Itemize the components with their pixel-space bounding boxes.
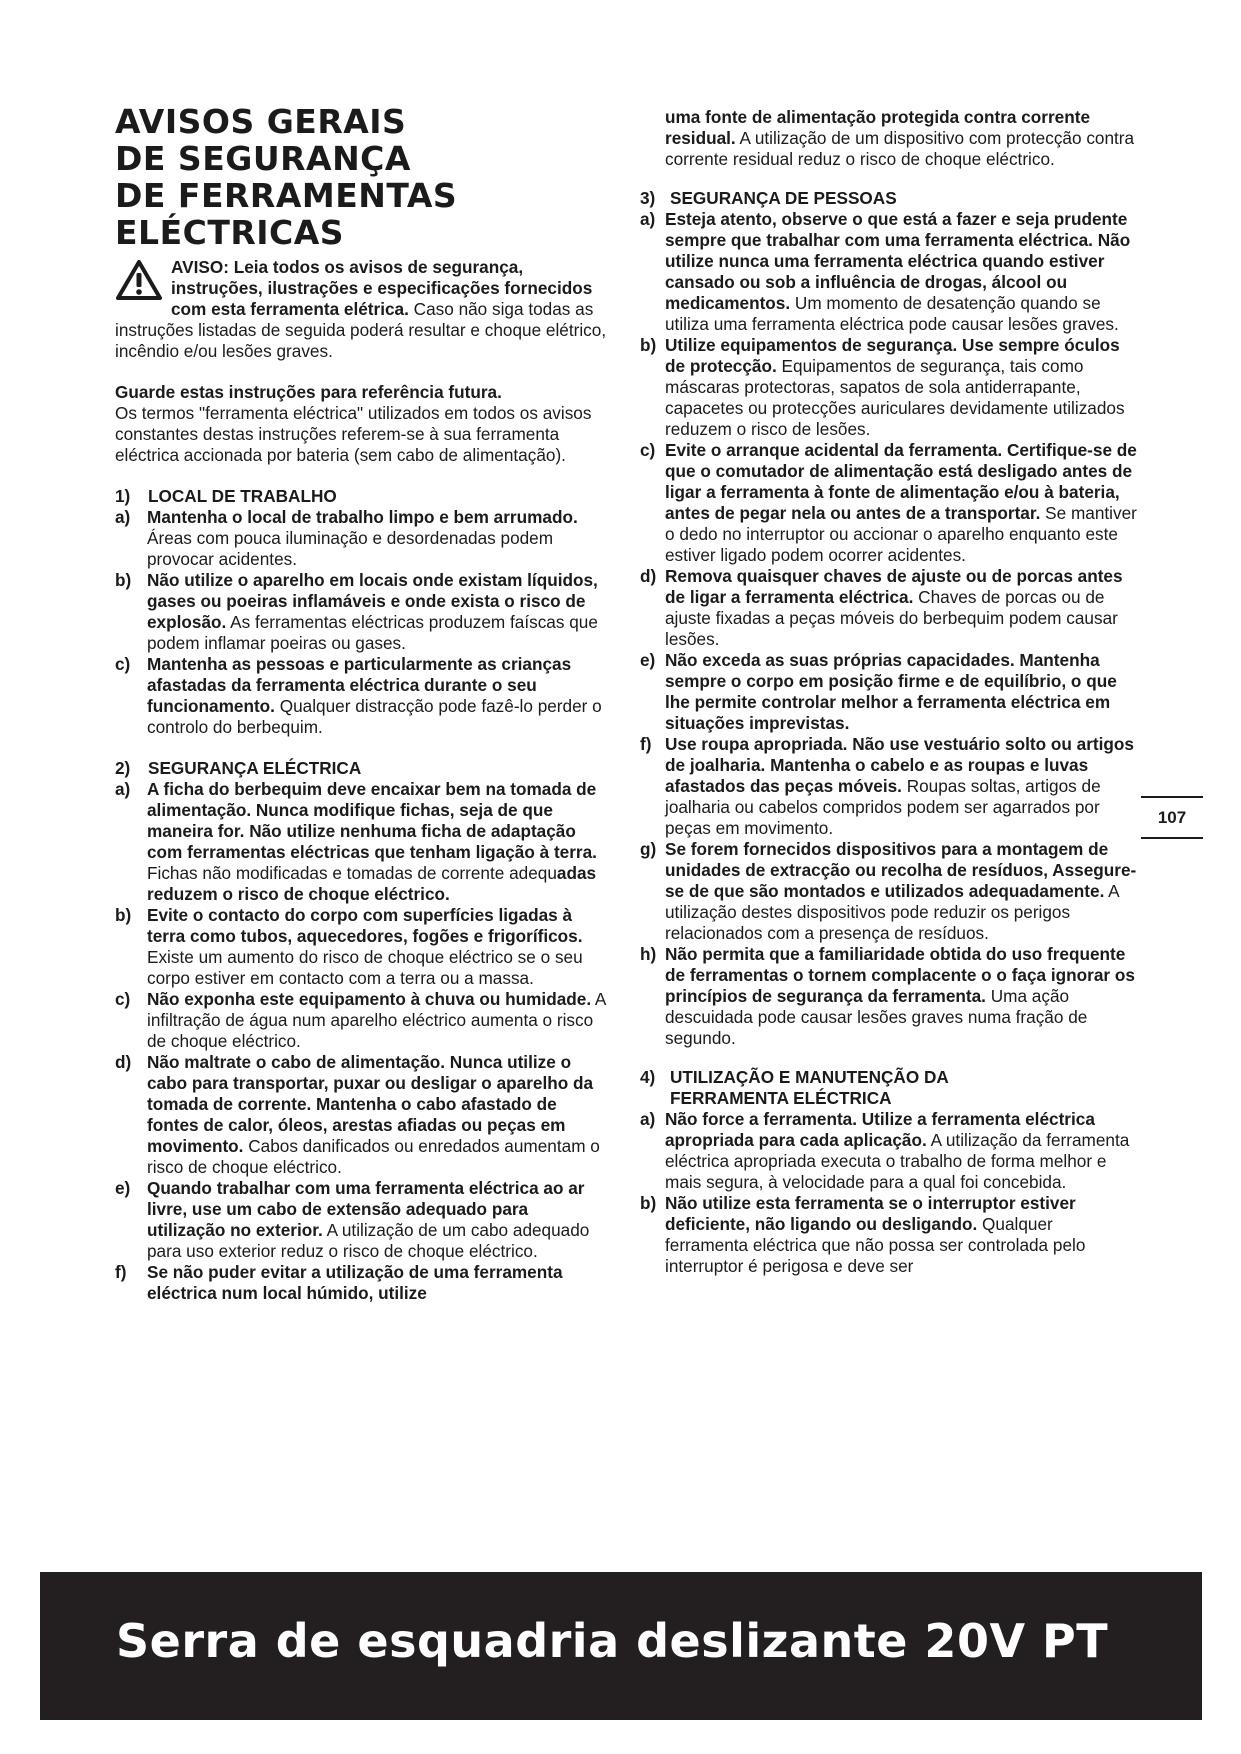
list-item bbox=[115, 1262, 610, 1304]
item-bold: Não utilize esta ferramenta se o interruptor estiver deficiente, não ligando ou desligando. bbox=[665, 1193, 1076, 1234]
item-text: A utilização destes dispositivos pode reduzir os perigos relacionados com a presença de resíduos. bbox=[665, 881, 1119, 943]
section-heading bbox=[640, 1067, 1140, 1109]
section-title: SEGURANÇA ELÉCTRICA bbox=[148, 758, 362, 778]
item-bold: Não exceda as suas próprias capacidades. Mantenha sempre o corpo em posição firme e de equilíbrio, o que lhe permite controlar melhor a ferramenta eléctrica em situações imprevistas. bbox=[665, 650, 1117, 733]
item-bold: Não maltrate o cabo de alimentação. Nunca utilize o cabo para transportar, puxar ou desligar o aparelho da tomada de corrente. Mantenha o cabo afastado de fontes de calor, óleos, arestas afiadas ou peças em movimento. bbox=[147, 1052, 594, 1156]
page-title bbox=[115, 103, 610, 251]
item-bold-tail: adas reduzem o risco de choque eléctrico. bbox=[147, 863, 597, 904]
list-item bbox=[640, 209, 1140, 335]
item-text: Uma ação descuidada pode causar lesões graves numa fração de segundo. bbox=[665, 986, 1088, 1048]
item-label: e) bbox=[115, 1178, 131, 1198]
list-item bbox=[115, 570, 610, 654]
item-label: h) bbox=[640, 944, 657, 964]
left-column bbox=[115, 103, 610, 1304]
footer-title: Serra de esquadria deslizante 20V PT bbox=[116, 1614, 1109, 1668]
item-label: c) bbox=[115, 654, 131, 674]
list-item bbox=[115, 905, 610, 989]
title-line: AVISOS GERAIS bbox=[115, 102, 407, 141]
item-text: As ferramentas eléctricas produzem faíscas que podem inflamar poeiras ou gases. bbox=[147, 612, 598, 653]
section-title: LOCAL DE TRABALHO bbox=[148, 486, 337, 506]
list-item bbox=[640, 440, 1140, 566]
item-text: Fichas não modificadas e tomadas de corrente adequ bbox=[147, 863, 557, 883]
item-label: a) bbox=[640, 1109, 656, 1129]
item-text: Equipamentos de segurança, tais como máscaras protectoras, sapatos de sola antiderrapante, capacetes ou protecções auriculares devidamente utilizados reduzem o risco de lesões. bbox=[665, 356, 1125, 439]
list-item bbox=[640, 839, 1140, 944]
page-number-marker bbox=[1141, 796, 1203, 839]
title-line: DE SEGURANÇA bbox=[115, 139, 411, 178]
section-heading bbox=[640, 188, 1140, 209]
item-bold: Mantenha as pessoas e particularmente as crianças afastadas da ferramenta eléctrica durante o seu funcionamento. bbox=[147, 654, 572, 716]
warning-text bbox=[115, 257, 610, 362]
item-label: c) bbox=[115, 989, 131, 1009]
right-column bbox=[640, 107, 1140, 1277]
item-text: Qualquer ferramenta eléctrica que não possa ser controlada pelo interruptor é perigosa e deve ser bbox=[665, 1214, 1086, 1276]
item-text: Se mantiver o dedo no interruptor ou accionar o aparelho enquanto este estiver ligado podem ocorrer acidentes. bbox=[665, 503, 1137, 565]
item-label: f) bbox=[640, 734, 652, 754]
item-text: Áreas com pouca iluminação e desordenadas podem provocar acidentes. bbox=[147, 528, 554, 569]
list-item bbox=[640, 335, 1140, 440]
list-item bbox=[640, 1109, 1140, 1193]
item-text: A infiltração de água num aparelho eléctrico aumenta o risco de choque eléctrico. bbox=[147, 989, 606, 1051]
title-line: ELÉCTRICAS bbox=[115, 213, 345, 252]
section-number: 2) bbox=[115, 758, 131, 778]
continuation-bold: uma fonte de alimentação protegida contra corrente residual. bbox=[665, 107, 1091, 148]
item-label: f) bbox=[115, 1262, 127, 1282]
list-item bbox=[640, 1193, 1140, 1277]
item-label: d) bbox=[115, 1052, 132, 1072]
section-heading bbox=[115, 486, 610, 507]
list-item bbox=[115, 1178, 610, 1262]
divider bbox=[1141, 837, 1203, 839]
item-bold: Evite o arranque acidental da ferramenta. Certifique-se de que o comutador de alimentação está desligado antes de ligar a ferramenta à fonte de alimentação e/ou à bateria, antes de pegar nela ou antes de a transportar. bbox=[665, 440, 1137, 523]
item-text: A utilização da ferramenta eléctrica apropriada executa o trabalho de forma melhor e mais segura, à velocidade para a qual foi concebida. bbox=[665, 1130, 1130, 1192]
item-text: Chaves de porcas ou de ajuste fixadas a peças móveis do berbequim podem causar lesões. bbox=[665, 587, 1118, 649]
item-bold: Use roupa apropriada. Não use vestuário solto ou artigos de joalharia. Mantenha o cabelo e as roupas e luvas afastados das peças móveis. bbox=[665, 734, 1134, 796]
item-bold: Se forem fornecidos dispositivos para a montagem de unidades de extracção ou recolha de resíduos, Assegure-se de que são montados e utilizados adequadamente. bbox=[665, 839, 1137, 901]
item-text: Existe um aumento do risco de choque eléctrico se o seu corpo estiver em contacto com a terra ou a massa. bbox=[147, 947, 583, 988]
item-label: b) bbox=[115, 905, 132, 925]
item-bold: Não permita que a familiaridade obtida do uso frequente de ferramentas o tornem complacente o o faça ignorar os princípios de segurança da ferramenta. bbox=[665, 944, 1135, 1006]
item-bold: Não exponha este equipamento à chuva ou humidade. bbox=[147, 989, 592, 1009]
list-item bbox=[640, 566, 1140, 650]
item-bold: Quando trabalhar com uma ferramenta eléctrica ao ar livre, use um cabo de extensão adequado para utilização no exterior. bbox=[147, 1178, 585, 1240]
item-label: b) bbox=[640, 1193, 657, 1213]
title-line: DE FERRAMENTAS bbox=[115, 176, 458, 215]
section-number: 3) bbox=[640, 188, 656, 208]
list-item bbox=[640, 734, 1140, 839]
warning-normal: Caso não siga todas as instruções listadas de seguida poderá resultar e choque elétrico, incêndio e/ou lesões graves. bbox=[115, 299, 607, 361]
item-bold: A ficha do berbequim deve encaixar bem na tomada de alimentação. Nunca modifique fichas, seja de que maneira for. Não utilize nenhuma ficha de adaptação com ferramentas eléctricas que tenham ligação à terra. bbox=[147, 779, 597, 862]
continuation-text bbox=[640, 107, 1140, 170]
page-number: 107 bbox=[1157, 808, 1187, 827]
item-label: e) bbox=[640, 650, 656, 670]
item-label: a) bbox=[640, 209, 656, 229]
item-bold: Não force a ferramenta. Utilize a ferramenta eléctrica apropriada para cada aplicação. bbox=[665, 1109, 1095, 1150]
keep-instructions-heading: Guarde estas instruções para referência futura. bbox=[115, 382, 502, 402]
item-label: b) bbox=[640, 335, 657, 355]
item-label: d) bbox=[640, 566, 657, 586]
section-title: UTILIZAÇÃO E MANUTENÇÃO DA FERRAMENTA ELÉCTRICA bbox=[670, 1067, 949, 1108]
list-item bbox=[115, 779, 610, 905]
list-item bbox=[115, 1052, 610, 1178]
list-item bbox=[640, 944, 1140, 1049]
list-item bbox=[115, 989, 610, 1052]
section-heading bbox=[115, 758, 610, 779]
keep-instructions-text: Os termos "ferramenta eléctrica" utilizados em todos os avisos constantes destas instruções referem-se à sua ferramenta eléctrica accionada por bateria (sem cabo de alimentação). bbox=[115, 403, 592, 465]
item-text: Roupas soltas, artigos de joalharia ou cabelos compridos podem ser agarrados por peças em movimento. bbox=[665, 776, 1101, 838]
section-title: SEGURANÇA DE PESSOAS bbox=[670, 188, 897, 208]
list-item bbox=[115, 654, 610, 738]
item-bold: Evite o contacto do corpo com superfícies ligadas à terra como tubos, aquecedores, fogões e frigoríficos. bbox=[147, 905, 583, 946]
warning-triangle-icon bbox=[115, 259, 163, 301]
item-bold: Remova quaisquer chaves de ajuste ou de porcas antes de ligar a ferramenta eléctrica. bbox=[665, 566, 1123, 607]
item-bold: Esteja atento, observe o que está a fazer e seja prudente sempre que trabalhar com uma ferramenta eléctrica. Não utilize nunca uma ferramenta eléctrica quando estiver cansado ou sob a influência de drogas, álcool ou medicamentos. bbox=[665, 209, 1131, 313]
section-number: 4) bbox=[640, 1067, 656, 1087]
footer-banner bbox=[40, 1572, 1202, 1720]
continuation-normal: A utilização de um dispositivo com protecção contra corrente residual reduz o risco de choque eléctrico. bbox=[665, 128, 1135, 169]
warning-block bbox=[115, 257, 610, 362]
item-text: Um momento de desatenção quando se utiliza uma ferramenta eléctrica pode causar lesões graves. bbox=[665, 293, 1119, 334]
item-text: A utilização de um cabo adequado para uso exterior reduz o risco de choque eléctrico. bbox=[147, 1220, 590, 1261]
item-bold: Se não puder evitar a utilização de uma ferramenta eléctrica num local húmido, utilize bbox=[147, 1262, 563, 1303]
item-label: a) bbox=[115, 507, 131, 527]
item-label: g) bbox=[640, 839, 657, 859]
item-bold: Utilize equipamentos de segurança. Use sempre óculos de protecção. bbox=[665, 335, 1120, 376]
list-item bbox=[115, 507, 610, 570]
item-bold: Mantenha o local de trabalho limpo e bem arrumado. bbox=[147, 507, 578, 527]
item-bold: Não utilize o aparelho em locais onde existam líquidos, gases ou poeiras inflamáveis e onde exista o risco de explosão. bbox=[147, 570, 598, 632]
list-item bbox=[640, 650, 1140, 734]
item-label: c) bbox=[640, 440, 656, 460]
item-text: Cabos danificados ou enredados aumentam o risco de choque eléctrico. bbox=[147, 1136, 600, 1177]
section-number: 1) bbox=[115, 486, 131, 506]
item-label: a) bbox=[115, 779, 131, 799]
item-label: b) bbox=[115, 570, 132, 590]
warning-bold: AVISO: Leia todos os avisos de segurança, instruções, ilustrações e especificações fornecidos com esta ferramenta elétrica. bbox=[171, 257, 593, 319]
item-text: Qualquer distracção pode fazê-lo perder o controlo do berbequim. bbox=[147, 696, 602, 737]
